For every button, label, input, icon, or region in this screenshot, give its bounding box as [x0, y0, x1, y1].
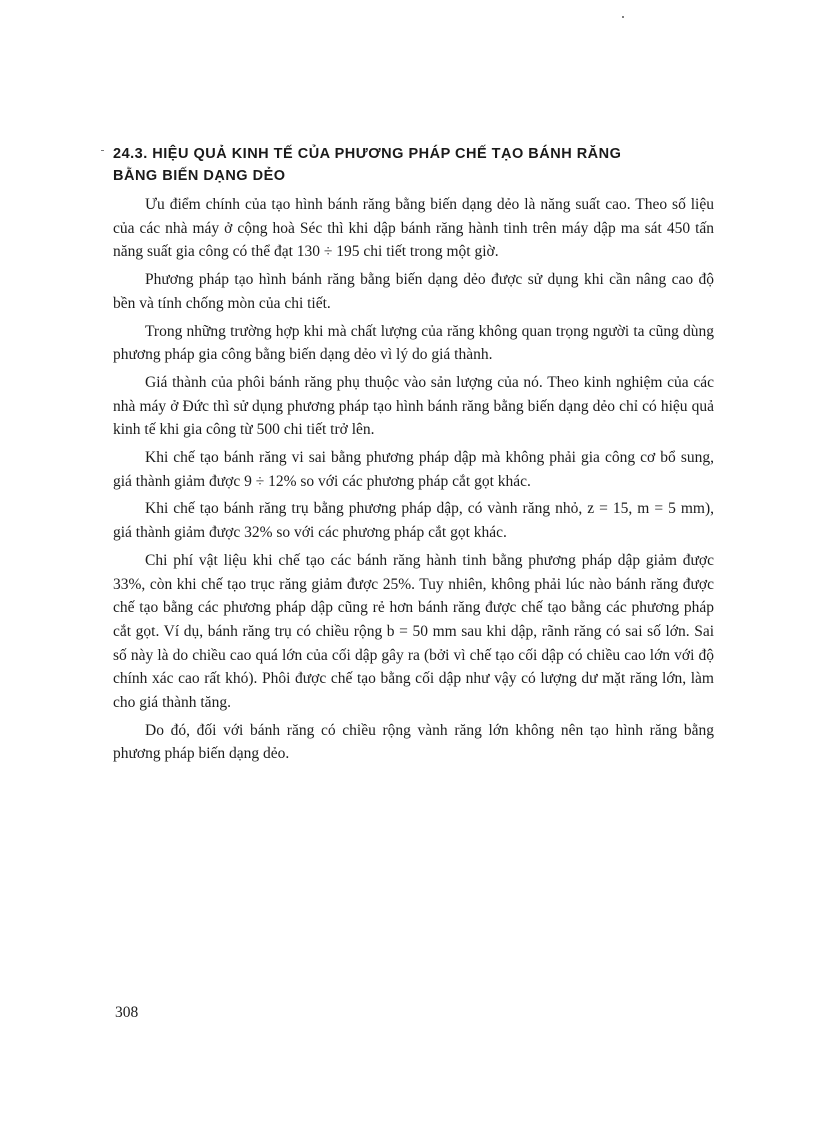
paragraph-cost-reason: Trong những trường hợp khi mà chất lượng của răng không quan trọng người ta cũng dùng phương pháp gia công bằng biến dạng dẻo vì lý do giá thành. [113, 322, 714, 364]
paragraph-advantages: Ưu điểm chính của tạo hình bánh răng bằng biến dạng dẻo là năng suất cao. Theo số liệu của các nhà máy ở cộng hoà Séc thì khi dập bánh răng hành tinh trên máy dập ma sát 450 tấn năng suất gia công có thể đạt 130 ÷ 195 chi tiết trong một giờ. [113, 196, 714, 261]
section-heading-line-2: BẰNG BIẾN DẠNG DẺO [113, 168, 286, 184]
section-heading-line-1: 24.3. HIỆU QUẢ KINH TẾ CỦA PHƯƠNG PHÁP CHẾ TẠO BÁNH RĂNG [113, 146, 622, 162]
paragraph-material-cost: Chi phí vật liệu khi chế tạo các bánh răng hành tinh bằng phương pháp dập giảm được 33%, còn khi chế tạo trục răng giảm được 25%. Tuy nhiên, không phải lúc nào bánh răng được chế tạo bằng các phương pháp dập cũng rẻ hơn bánh răng được chế tạo bằng các phương pháp cắt gọt. Ví dụ, bánh răng trụ có chiều rộng b = 50 mm sau khi dập, rãnh răng có sai số lớn. Sai số này là do chiều cao quá lớn của cối dập gây ra (bởi vì chế tạo cối dập có chiều cao lớn với độ chính xác cao rất khó). Phôi được chế tạo bằng cối dập như vậy có lượng dư mặt răng lớn, làm cho giá thành tăng. [113, 551, 714, 712]
page-number: 308 [115, 1004, 139, 1021]
margin-mark [101, 150, 104, 151]
body-text [113, 193, 714, 770]
paragraph-production-volume: Giá thành của phôi bánh răng phụ thuộc vào sản lượng của nó. Theo kinh nghiệm của các nhà máy ở Đức thì sử dụng phương pháp tạo hình bánh răng bằng biến dạng dẻo chỉ có hiệu quả kinh tế khi gia công từ 500 chi tiết trở lên. [113, 373, 714, 439]
paragraph-conclusion: Do đó, đối với bánh răng có chiều rộng vành răng lớn không nên tạo hình răng bằng phương pháp biến dạng dẻo. [113, 721, 714, 763]
paragraph-differential-gear: Khi chế tạo bánh răng vi sai bằng phương pháp dập mà không phải gia công cơ bổ sung, giá thành giảm được 9 ÷ 12% so với các phương pháp cắt gọt khác. [113, 449, 714, 490]
scan-speck [622, 16, 624, 18]
paragraph-durability: Phương pháp tạo hình bánh răng bằng biến dạng dẻo được sử dụng khi cần nâng cao độ bền và tính chống mòn của chi tiết. [113, 271, 714, 312]
section-heading [113, 143, 718, 187]
paragraph-spur-gear: Khi chế tạo bánh răng trụ bằng phương pháp dập, có vành răng nhỏ, z = 15, m = 5 mm), giá thành giảm được 32% so với các phương pháp cắt gọt khác. [113, 500, 714, 542]
